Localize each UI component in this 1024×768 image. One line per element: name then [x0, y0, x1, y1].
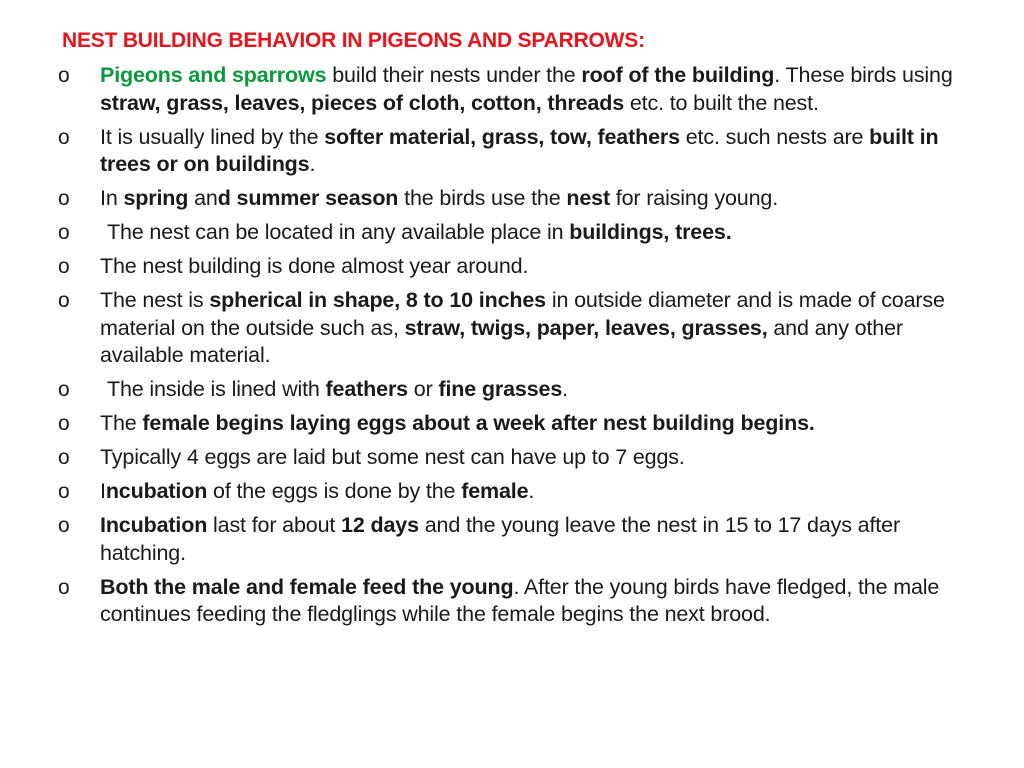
- bold-text: spherical in shape, 8 to 10 inches: [209, 288, 546, 312]
- text-segment: or: [407, 377, 439, 401]
- text-segment: The nest building is done almost year around.: [100, 254, 529, 278]
- text-segment: etc. to built the nest.: [624, 90, 819, 115]
- text-segment: The inside is lined with: [107, 377, 326, 401]
- bullet-marker: o: [58, 575, 70, 599]
- highlight-text: Pigeons and sparrows: [100, 63, 327, 87]
- bold-text: feathers: [325, 377, 408, 401]
- bullet-marker: o: [58, 412, 70, 435]
- bullet-item: [58, 185, 968, 213]
- text-segment: . These birds using: [774, 63, 953, 87]
- bullet-item: [58, 574, 968, 629]
- bullet-text: [100, 377, 568, 401]
- bullet-text: [100, 513, 900, 565]
- bold-text: fine grasses: [438, 377, 563, 401]
- text-segment: . After the young birds have fledged, the male continues feeding the fledglings while the female begins the next brood.: [100, 574, 940, 626]
- bold-text: built in trees or on buildings: [100, 124, 939, 176]
- text-segment: .: [309, 152, 316, 176]
- bullet-marker: o: [58, 289, 70, 312]
- bold-text: spring: [123, 186, 189, 210]
- bold-text: d summer season: [217, 186, 399, 210]
- text-segment: an: [188, 186, 218, 210]
- text-segment: in outside diameter and is made of coarse material on the outside such as,: [100, 288, 945, 340]
- bullet-text: [100, 186, 778, 210]
- bullet-marker: o: [58, 378, 70, 401]
- text-segment: The: [100, 411, 143, 435]
- bullet-item: [58, 253, 968, 281]
- bullet-marker: o: [58, 64, 70, 87]
- bullet-list: [58, 62, 968, 635]
- bold-text: nest: [566, 186, 610, 210]
- bullet-text: [100, 254, 528, 278]
- bullet-item: [58, 376, 968, 404]
- bold-text: straw, twigs, paper, leaves, grasses,: [404, 315, 768, 340]
- text-segment: of the eggs is done by the: [207, 479, 462, 503]
- bullet-marker: o: [58, 446, 70, 469]
- bullet-item: [58, 124, 968, 179]
- text-segment: .: [528, 479, 535, 503]
- bold-text: Incubation: [100, 513, 208, 537]
- text-segment: .: [562, 377, 568, 401]
- bullet-item: [58, 478, 968, 506]
- bold-text: straw, grass, leaves, pieces of cloth, cotton, threads: [100, 90, 625, 115]
- bold-text: female: [461, 479, 529, 503]
- text-segment: In: [100, 186, 124, 210]
- bullet-item: [58, 444, 968, 472]
- bullet-marker: o: [58, 514, 70, 537]
- text-segment: and any other available material.: [100, 315, 903, 367]
- bold-text: ncubation: [105, 479, 208, 503]
- bullet-text: [100, 445, 685, 469]
- text-segment: The nest can be located in any available place in: [107, 220, 570, 244]
- text-segment: for raising young.: [609, 186, 779, 210]
- text-segment: etc. such nests are: [679, 124, 870, 149]
- bold-text: roof of the building: [581, 63, 775, 87]
- text-segment: I: [100, 479, 106, 503]
- bold-text: softer material, grass, tow, feathers: [324, 124, 680, 149]
- text-segment: the birds use the: [398, 186, 567, 210]
- text-segment: build their nests under the: [326, 63, 582, 87]
- bullet-text: [100, 63, 953, 115]
- bullet-text: [100, 479, 534, 503]
- bold-text: 12 days: [341, 513, 419, 537]
- bold-text: buildings, trees.: [569, 220, 732, 244]
- text-segment: The nest is: [100, 288, 210, 312]
- bullet-item: [58, 410, 968, 438]
- bold-text: Both the male and female feed the young: [100, 574, 514, 599]
- bold-text: female begins laying eggs about a week after nest building begins.: [142, 411, 815, 435]
- slide-title: NEST BUILDING BEHAVIOR IN PIGEONS AND SPARROWS:: [62, 29, 645, 52]
- bullet-text: [100, 575, 939, 627]
- bullet-text: [100, 288, 945, 367]
- text-segment: and the young leave the nest in 15 to 17 days after hatching.: [100, 513, 900, 565]
- bullet-text: [100, 125, 938, 177]
- bullet-item: [58, 512, 968, 567]
- bullet-item: [58, 62, 968, 117]
- bullet-text: [100, 411, 815, 435]
- bullet-marker: o: [58, 221, 70, 244]
- bullet-marker: o: [58, 187, 70, 210]
- text-segment: last for about: [207, 513, 342, 537]
- bullet-marker: o: [58, 125, 70, 149]
- bullet-item: [58, 219, 968, 247]
- bullet-marker: o: [58, 255, 70, 278]
- bullet-marker: o: [58, 480, 70, 503]
- text-segment: It is usually lined by the: [100, 124, 325, 149]
- text-segment: Typically 4 eggs are laid but some nest can have up to 7 eggs.: [100, 445, 685, 469]
- bullet-text: [100, 220, 732, 244]
- bullet-item: [58, 287, 968, 370]
